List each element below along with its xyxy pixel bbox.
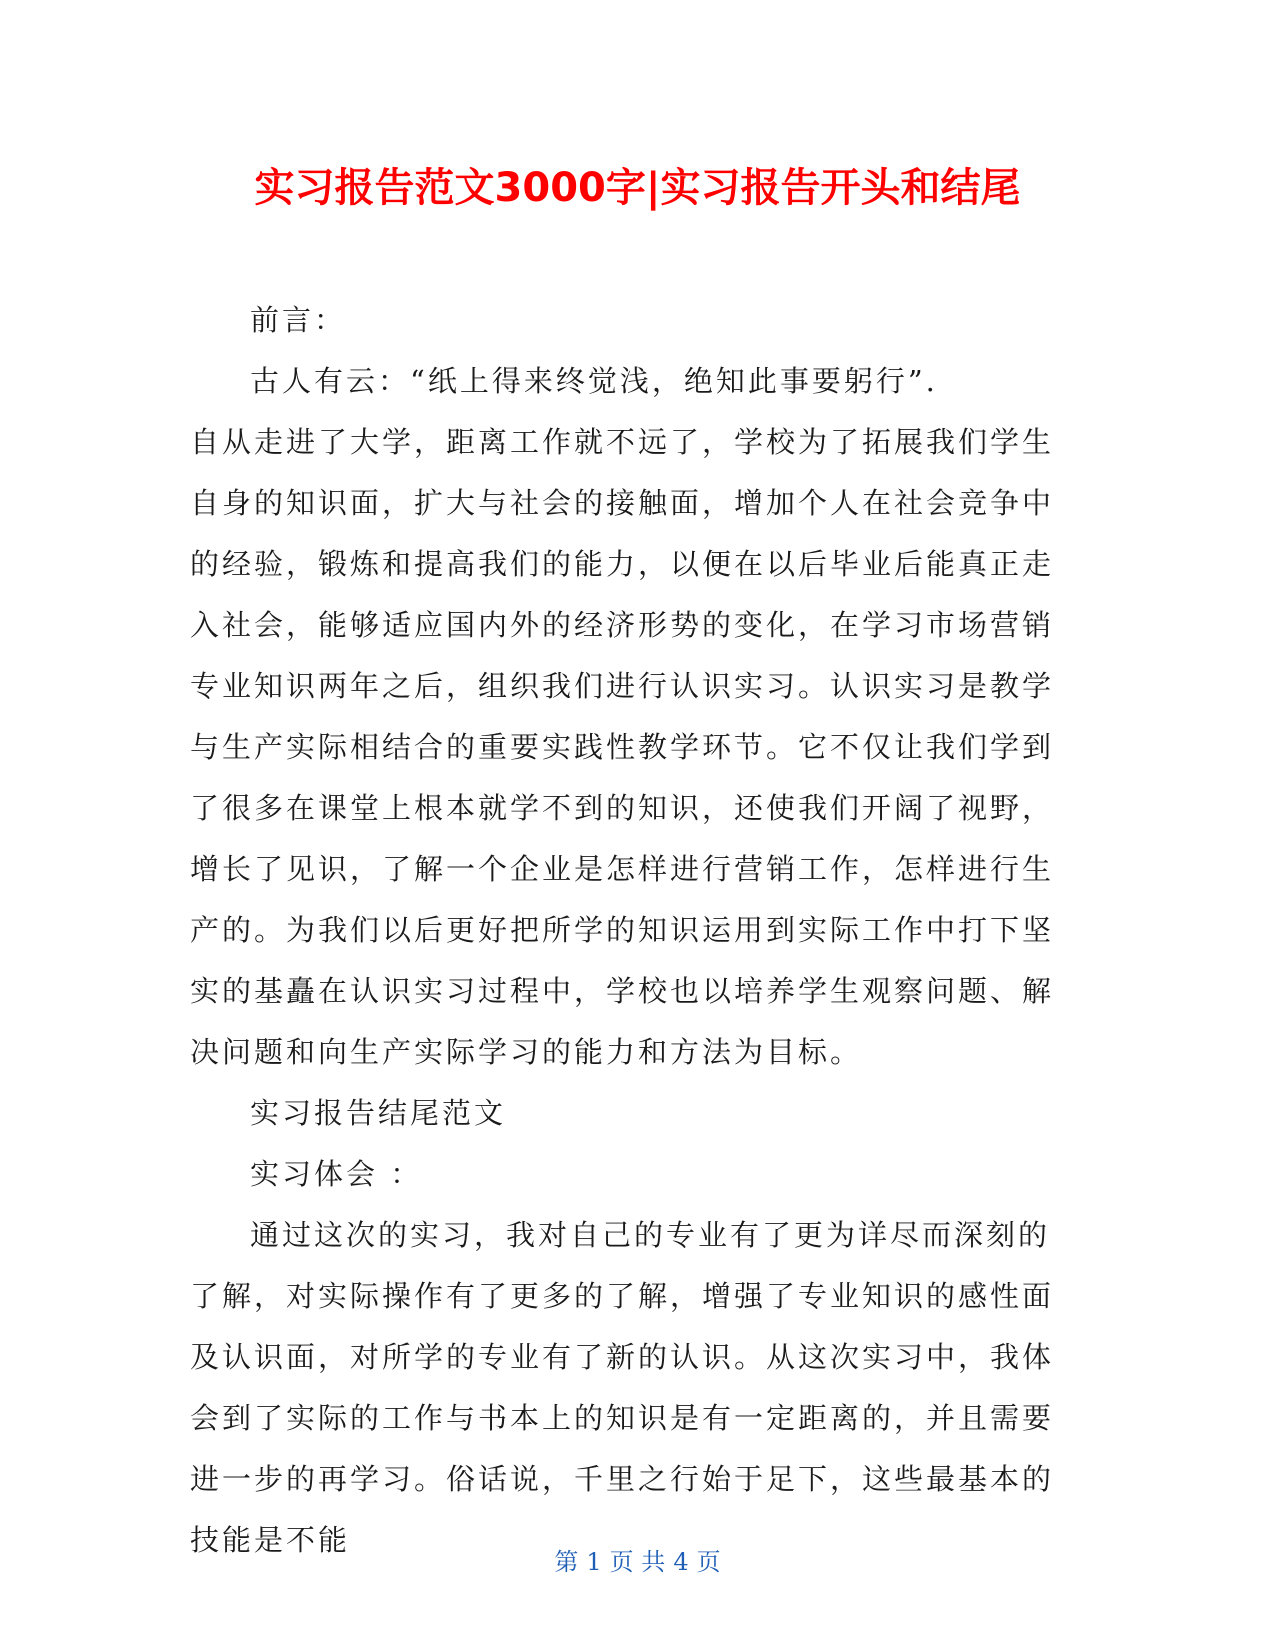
- paragraph-introduction: 自从走进了大学，距离工作就不远了，学校为了拓展我们学生自身的知识面，扩大与社会的接触面，增加个人在社会竞争中的经验，锻炼和提高我们的能力，以便在以后毕业后能真正走入社会，能够适应国内外的经济形势的变化，在学习市场营销专业知识两年之后，组织我们进行认识实习。认识实习是教学与生产实际相结合的重要实践性教学环节。它不仅让我们学到了很多在课堂上根本就学不到的知识，还使我们开阔了视野，增长了见识，了解一个企业是怎样进行营销工作，怎样进行生产的。为我们以后更好把所学的知识运用到实际工作中打下坚实的基矗在认识实习过程中，学校也以培养学生观察问题、解决问题和向生产实际学习的能力和方法为目标。: [190, 425, 1055, 1069]
- page-footer: [0, 1546, 1275, 1578]
- current-page-number: 1: [586, 1548, 602, 1576]
- paragraph-experience: 通过这次的实习，我对自己的专业有了更为详尽而深刻的了解，对实际操作有了更多的了解，增强了专业知识的感性面及认识面，对所学的专业有了新的认识。从这次实习中，我体会到了实际的工作与书本上的知识是有一定距离的，并且需要进一步的再学习。俗话说，千里之行始于足下，这些最基本的技能是不能: [190, 1218, 1055, 1557]
- paragraph-ending-heading: 实习报告结尾范文: [250, 1096, 507, 1130]
- document-body: [190, 290, 1066, 1571]
- paragraph-preface-label: 前言：: [250, 303, 347, 337]
- total-pages-number: 4: [673, 1548, 689, 1576]
- page-prefix: 第: [554, 1548, 579, 1576]
- paragraph-experience-label: 实习体会 ：: [250, 1157, 423, 1191]
- page-suffix: 页: [696, 1548, 721, 1576]
- page-middle: 页 共: [609, 1548, 666, 1576]
- paragraph-quote: 古人有云：“纸上得来终觉浅，绝知此事要躬行”.: [250, 364, 938, 398]
- document-title: 实习报告范文3000字|实习报告开头和结尾: [254, 165, 1021, 211]
